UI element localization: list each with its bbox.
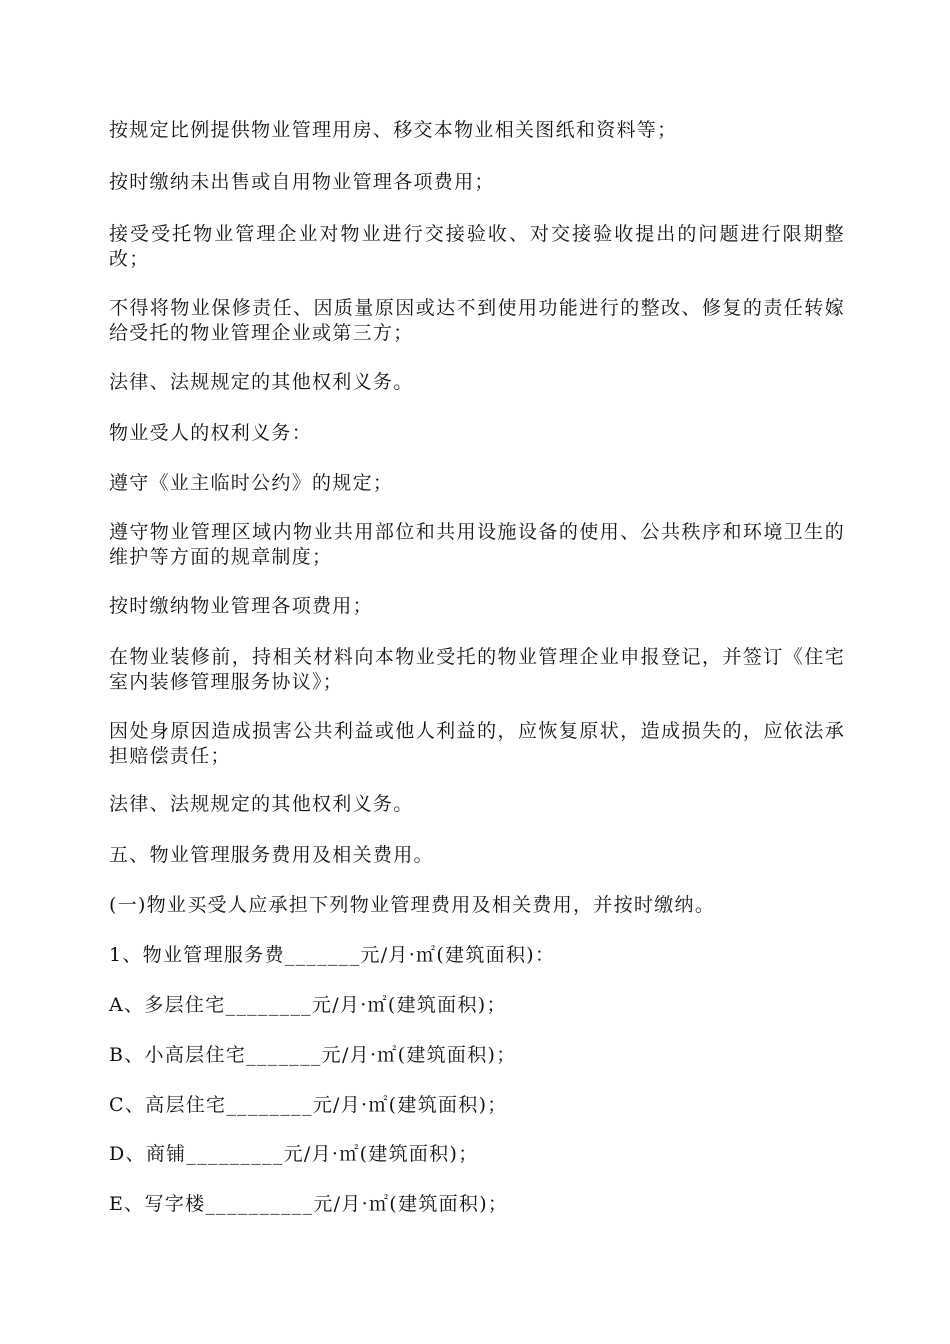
fee-item-mid-rise: B、小高层住宅_______元/月·㎡(建筑面积)； (109, 1044, 517, 1066)
paragraph-other-rights-1: 法律、法规规定的其他权利义务。 (109, 371, 414, 393)
fee-item-multi-storey: A、多层住宅________元/月·㎡(建筑面积)； (109, 994, 507, 1016)
paragraph-fees-intro: (一)物业买受人应承担下列物业管理费用及相关费用，并按时缴纳。 (109, 894, 716, 916)
paragraph-observe-convention: 遵守《业主临时公约》的规定； (109, 472, 394, 494)
fee-item-office: E、写字楼__________元/月·㎡(建筑面积)； (109, 1193, 509, 1215)
paragraph-renovation-registration: 在物业装修前，持相关材料向本物业受托的物业管理企业申报登记，并签订《住宅室内装修管理服务协议》； (109, 646, 845, 693)
paragraph-buyer-rights-heading: 物业受人的权利义务： (109, 422, 313, 444)
paragraph-accept-handover-inspection: 接受受托物业管理企业对物业进行交接验收、对交接验收提出的问题进行限期整改； (109, 223, 845, 270)
fee-item-shop: D、商铺_________元/月·㎡(建筑面积)； (109, 1143, 479, 1165)
paragraph-compensation-liability: 因处身原因造成损害公共利益或他人利益的，应恢复原状，造成损失的，应依法承担赔偿责任； (109, 720, 845, 767)
section-heading-fees: 五、物业管理服务费用及相关费用。 (109, 844, 434, 866)
fee-item-management-service: 1、物业管理服务费_______元/月·㎡(建筑面积)： (109, 944, 556, 966)
paragraph-pay-unsold-fees: 按时缴纳未出售或自用物业管理各项费用； (109, 171, 495, 193)
paragraph-warranty-responsibility: 不得将物业保修责任、因质量原因或达不到使用功能进行的整改、修复的责任转嫁给受托的物业管理企业或第三方； (109, 297, 845, 344)
paragraph-other-rights-2: 法律、法规规定的其他权利义务。 (109, 793, 414, 815)
paragraph-provide-property-documents: 按规定比例提供物业管理用房、移交本物业相关图纸和资料等； (109, 119, 678, 141)
paragraph-pay-management-fees: 按时缴纳物业管理各项费用； (109, 595, 373, 617)
fee-item-high-rise: C、高层住宅________元/月·㎡(建筑面积)； (109, 1094, 508, 1116)
paragraph-observe-rules: 遵守物业管理区域内物业共用部位和共用设施设备的使用、公共秩序和环境卫生的维护等方面的规章制度； (109, 521, 845, 568)
